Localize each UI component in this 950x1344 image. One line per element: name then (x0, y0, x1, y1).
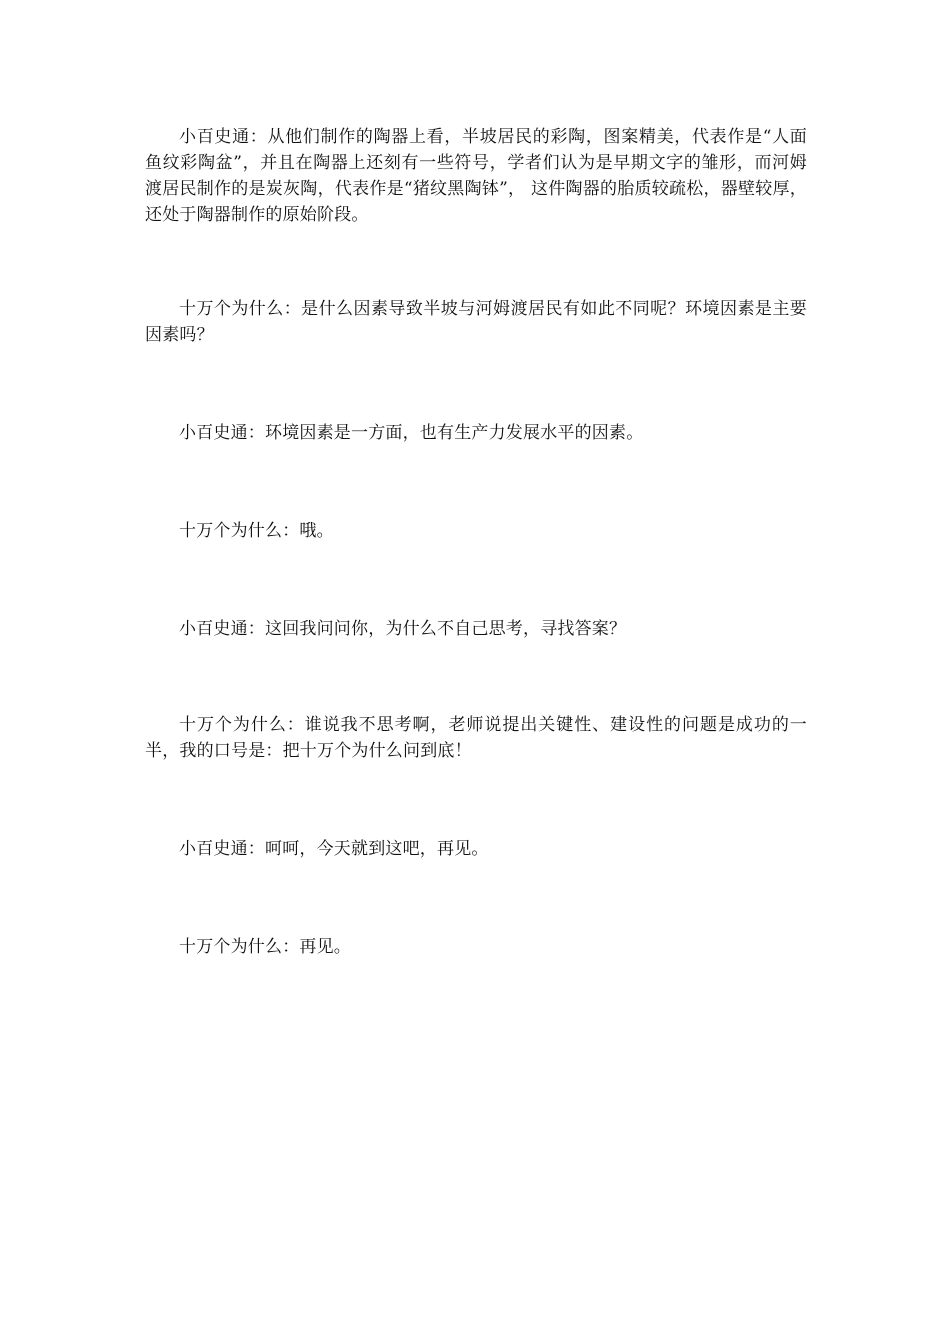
dialogue-paragraph-1: 小百史通：从他们制作的陶器上看，半坡居民的彩陶，图案精美，代表作是“人面鱼纹彩陶盆”，并且在陶器上还刻有一些符号，学者们认为是早期文字的雏形，而河姆渡居民制作的是炭灰陶，代表作是“猪纹黑陶钵”， 这件陶器的胎质较疏松，器壁较厚，还处于陶器制作的原始阶段。 (145, 127, 807, 225)
dialogue-paragraph-4: 十万个为什么：哦。 (179, 521, 334, 541)
dialogue-paragraph-7: 小百史通：呵呵，今天就到这吧，再见。 (179, 839, 489, 859)
dialogue-paragraph-3: 小百史通：环境因素是一方面，也有生产力发展水平的因素。 (179, 423, 644, 443)
dialogue-paragraph-6: 十万个为什么：谁说我不思考啊，老师说提出关键性、建设性的问题是成功的一半，我的口号是：把十万个为什么问到底！ (145, 715, 807, 761)
dialogue-paragraph-8: 十万个为什么：再见。 (179, 937, 351, 957)
dialogue-paragraph-5: 小百史通：这回我问问你，为什么不自己思考，寻找答案？ (179, 619, 627, 639)
dialogue-paragraph-2: 十万个为什么：是什么因素导致半坡与河姆渡居民有如此不同呢？环境因素是主要因素吗？ (145, 299, 807, 345)
